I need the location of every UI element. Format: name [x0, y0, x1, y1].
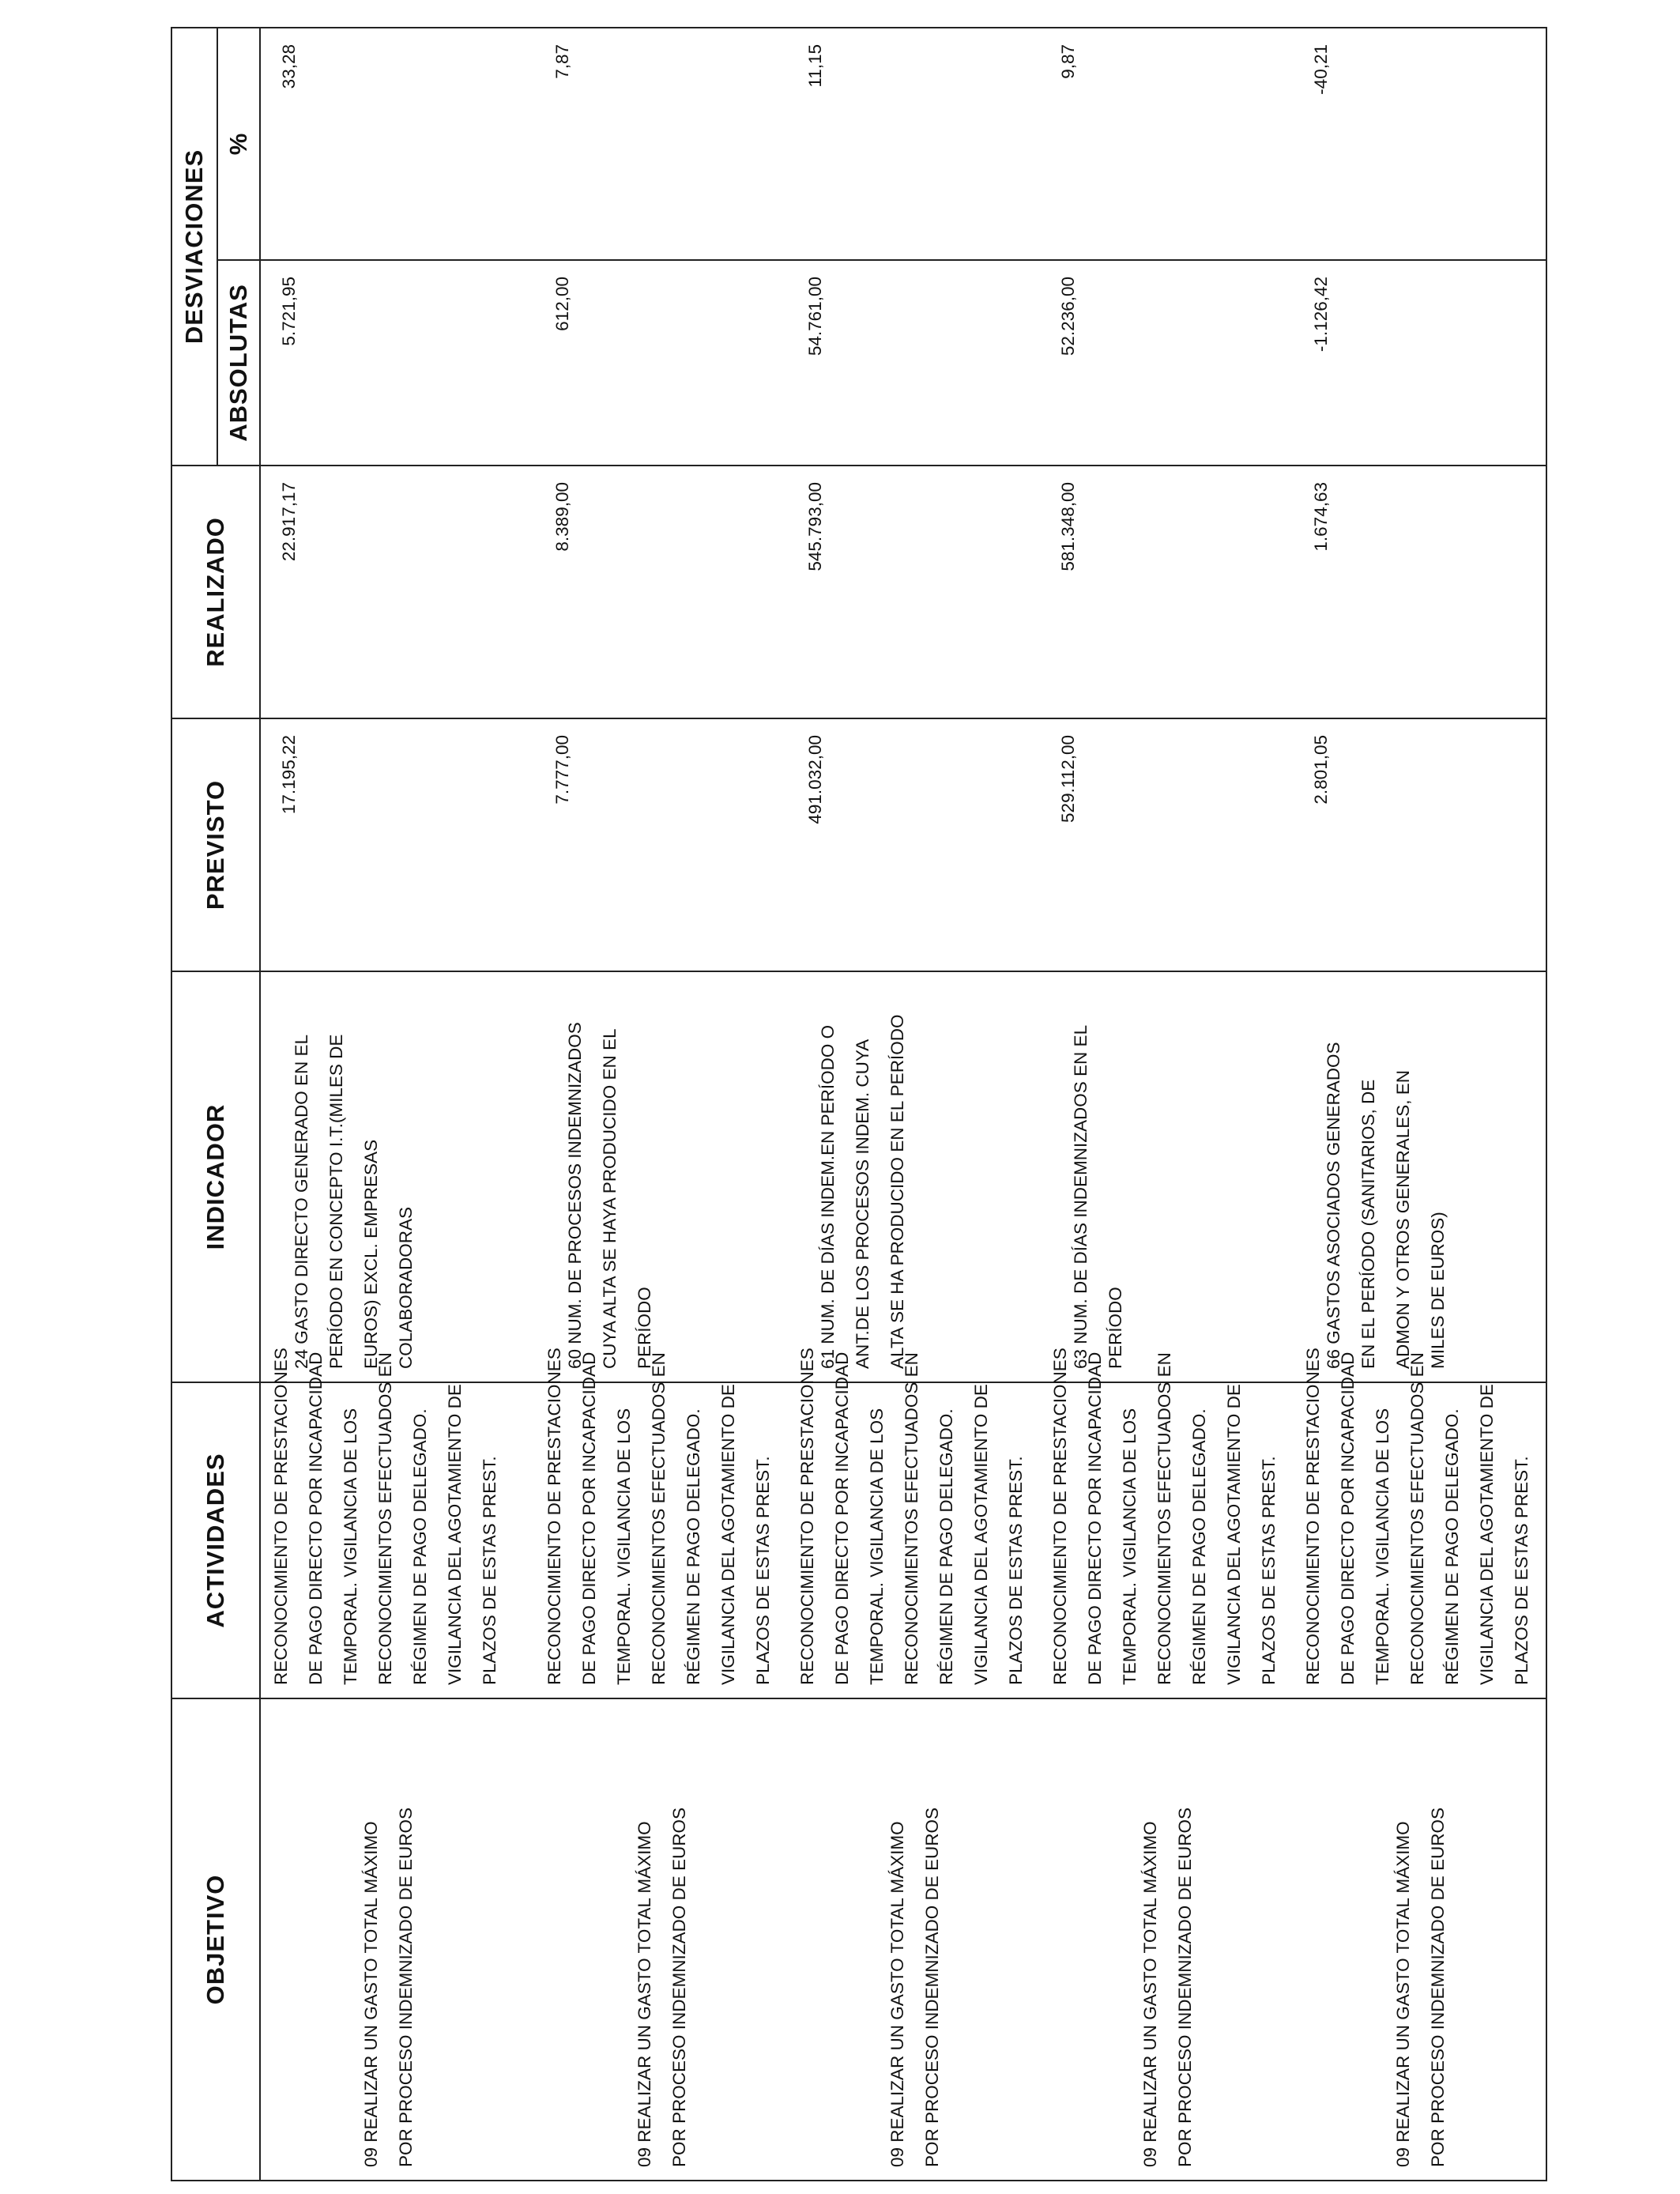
realizado-cell-value: 8.389,00	[552, 482, 572, 552]
realizado-cell	[534, 466, 787, 718]
indicador-cell	[1040, 971, 1293, 1382]
actividades-cell-line: TEMPORAL. VIGILANCIA DE LOS	[613, 1408, 634, 1685]
indicador-cell-line: 60 NUM. DE PROCESOS INDEMNIZADOS	[564, 1022, 585, 1369]
indicador-cell	[534, 971, 787, 1382]
actividades-cell-line: RÉGIMEN DE PAGO DELEGADO.	[1188, 1408, 1209, 1685]
realizado-cell-value: 545.793,00	[804, 482, 825, 571]
actividades-cell-line: RECONOCIMIENTOS EFECTUADOS EN	[375, 1352, 395, 1685]
indicador-cell-line: CUYA ALTA SE HAYA PRODUCIDO EN EL	[599, 1028, 620, 1369]
table-row	[787, 28, 1040, 2181]
realizado-cell-value: 22.917,17	[279, 482, 299, 562]
actividades-cell-line: DE PAGO DIRECTO POR INCAPACIDAD	[831, 1351, 852, 1685]
actividades-cell-line: DE PAGO DIRECTO POR INCAPACIDAD	[578, 1351, 599, 1685]
objetivo-cell-line: POR PROCESO INDEMNIZADO DE EUROS	[396, 1807, 416, 2167]
previsto-cell	[260, 718, 534, 971]
actividades-cell-line: RECONOCIMIENTO DE PRESTACIONES	[1049, 1348, 1070, 1685]
actividades-cell-line: RECONOCIMIENTO DE PRESTACIONES	[797, 1348, 817, 1685]
porcentaje-cell-value: 7,87	[552, 44, 572, 79]
absolutas-cell-value: -1.126,42	[1310, 277, 1331, 352]
porcentaje-cell	[787, 28, 1040, 260]
previsto-cell	[787, 718, 1040, 971]
realizado-cell	[1040, 466, 1293, 718]
indicador-cell-line: PERÍODO	[1105, 1287, 1125, 1369]
actividades-cell-line: VIGILANCIA DEL AGOTAMIENTO DE	[1476, 1384, 1497, 1685]
header-previsto: PREVISTO	[171, 718, 260, 971]
actividades-cell-line: VIGILANCIA DEL AGOTAMIENTO DE	[718, 1384, 738, 1685]
actividades-cell-line: RECONOCIMIENTOS EFECTUADOS EN	[1407, 1352, 1427, 1685]
actividades-cell-line: RECONOCIMIENTO DE PRESTACIONES	[544, 1348, 564, 1685]
header-absolutas: ABSOLUTAS	[217, 260, 260, 466]
table-row	[534, 28, 787, 2181]
indicador-cell-line: 24 GASTO DIRECTO GENERADO EN EL	[292, 1034, 311, 1369]
actividades-cell-line: PLAZOS DE ESTAS PREST.	[752, 1456, 773, 1685]
actividades-cell-line: DE PAGO DIRECTO POR INCAPACIDAD	[1084, 1351, 1105, 1685]
header-porcentaje: %	[217, 28, 260, 260]
actividades-cell-line: RÉGIMEN DE PAGO DELEGADO.	[1441, 1408, 1462, 1685]
objetivo-cell	[1040, 1698, 1293, 2181]
indicador-cell-line: PERÍODO	[634, 1287, 654, 1369]
porcentaje-cell	[534, 28, 787, 260]
actividades-cell-line: PLAZOS DE ESTAS PREST.	[1005, 1456, 1026, 1685]
actividades-cell-line: DE PAGO DIRECTO POR INCAPACIDAD	[1337, 1351, 1358, 1685]
objetivo-cell-line: POR PROCESO INDEMNIZADO DE EUROS	[669, 1807, 689, 2167]
indicador-cell	[1293, 971, 1546, 1382]
absolutas-cell-value: 54.761,00	[804, 277, 825, 356]
realizado-cell	[787, 466, 1040, 718]
previsto-cell-value: 491.032,00	[804, 735, 825, 824]
indicador-cell	[787, 971, 1040, 1382]
table-row	[1293, 28, 1546, 2181]
absolutas-cell	[787, 260, 1040, 466]
porcentaje-cell-value: 11,15	[804, 44, 825, 88]
absolutas-cell	[260, 260, 534, 466]
actividades-cell-line: TEMPORAL. VIGILANCIA DE LOS	[1119, 1408, 1139, 1685]
objetivo-cell-line: POR PROCESO INDEMNIZADO DE EUROS	[921, 1807, 942, 2167]
realizado-cell	[1293, 466, 1546, 718]
actividades-cell-line: VIGILANCIA DEL AGOTAMIENTO DE	[445, 1384, 465, 1685]
realizado-cell-value: 1.674,63	[1310, 482, 1331, 552]
indicador-cell-line: 61 NUM. DE DÍAS INDEM.EN PERÍODO O	[817, 1024, 838, 1369]
previsto-cell-value: 2.801,05	[1310, 735, 1331, 805]
porcentaje-cell	[1040, 28, 1293, 260]
table-row	[1040, 28, 1293, 2181]
actividades-cell-line: RÉGIMEN DE PAGO DELEGADO.	[410, 1408, 430, 1685]
objetivo-cell-line: 09 REALIZAR UN GASTO TOTAL MÁXIMO	[634, 1821, 654, 2167]
actividades-cell-line: DE PAGO DIRECTO POR INCAPACIDAD	[306, 1351, 326, 1685]
objetivo-cell	[260, 1698, 534, 2181]
objetivo-cell-line: 09 REALIZAR UN GASTO TOTAL MÁXIMO	[1139, 1821, 1160, 2167]
absolutas-cell-value: 52.236,00	[1057, 277, 1078, 356]
indicador-cell-line: PERÍODO EN CONCEPTO I.T.(MILES DE	[326, 1034, 346, 1369]
absolutas-cell-value: 612,00	[552, 277, 572, 331]
previsto-cell-value: 529.112,00	[1057, 735, 1078, 823]
porcentaje-cell-value: 9,87	[1057, 44, 1078, 79]
objetivo-cell-line: 09 REALIZAR UN GASTO TOTAL MÁXIMO	[887, 1821, 907, 2167]
actividades-cell	[260, 1348, 534, 1698]
indicador-cell-line: COLABORADORAS	[396, 1206, 416, 1369]
actividades-cell-line: TEMPORAL. VIGILANCIA DE LOS	[341, 1408, 360, 1685]
actividades-cell-line: RECONOCIMIENTOS EFECTUADOS EN	[901, 1352, 921, 1685]
table-row	[260, 28, 534, 2181]
porcentaje-cell	[1293, 28, 1546, 260]
objetivo-cell-line: 09 REALIZAR UN GASTO TOTAL MÁXIMO	[361, 1821, 381, 2167]
header-indicador: INDICADOR	[171, 971, 260, 1382]
objetivo-cell-line: POR PROCESO INDEMNIZADO DE EUROS	[1427, 1807, 1448, 2167]
actividades-cell-line: PLAZOS DE ESTAS PREST.	[1258, 1456, 1279, 1685]
actividades-cell	[534, 1348, 787, 1698]
actividades-cell-line: PLAZOS DE ESTAS PREST.	[1511, 1456, 1531, 1685]
absolutas-cell	[534, 260, 787, 466]
header-desviaciones: DESVIACIONES	[171, 28, 217, 466]
actividades-cell-line: VIGILANCIA DEL AGOTAMIENTO DE	[970, 1384, 991, 1685]
indicador-cell-line: ALTA SE HA PRODUCIDO EN EL PERÍODO	[887, 1014, 907, 1369]
indicador-cell-line: MILES DE EUROS)	[1427, 1212, 1448, 1369]
actividades-cell-line: TEMPORAL. VIGILANCIA DE LOS	[1372, 1408, 1392, 1685]
indicador-cell-line: ANT.DE LOS PROCESOS INDEM. CUYA	[852, 1039, 872, 1369]
absolutas-cell	[1293, 260, 1546, 466]
actividades-cell-line: RECONOCIMIENTOS EFECTUADOS EN	[1154, 1352, 1174, 1685]
actividades-cell	[787, 1348, 1040, 1698]
porcentaje-cell	[260, 28, 534, 260]
header-actividades: ACTIVIDADES	[171, 1382, 260, 1698]
previsto-cell-value: 7.777,00	[552, 735, 572, 805]
actividades-cell-line: RECONOCIMIENTO DE PRESTACIONES	[271, 1348, 291, 1685]
desviaciones-table	[171, 27, 1547, 2181]
actividades-cell-line: VIGILANCIA DEL AGOTAMIENTO DE	[1223, 1384, 1244, 1685]
actividades-cell-line: TEMPORAL. VIGILANCIA DE LOS	[866, 1408, 887, 1685]
header-realizado: REALIZADO	[171, 466, 260, 718]
actividades-cell-line: RÉGIMEN DE PAGO DELEGADO.	[683, 1408, 703, 1685]
porcentaje-cell-value: -40,21	[1310, 44, 1331, 95]
previsto-cell	[1293, 718, 1546, 971]
indicador-cell-line: 66 GASTOS ASOCIADOS GENERADOS	[1323, 1042, 1343, 1369]
previsto-cell	[534, 718, 787, 971]
absolutas-cell-value: 5.721,95	[279, 277, 299, 346]
header-objetivo: OBJETIVO	[171, 1698, 260, 2181]
indicador-cell-line: ADMON Y OTROS GENERALES, EN	[1392, 1069, 1413, 1369]
actividades-cell-line: RÉGIMEN DE PAGO DELEGADO.	[936, 1408, 956, 1685]
previsto-cell-value: 17.195,22	[279, 735, 299, 815]
actividades-cell	[1040, 1348, 1293, 1698]
indicador-cell-line: EUROS) EXCL. EMPRESAS	[361, 1139, 381, 1369]
rotated-report-table	[171, 28, 1547, 2181]
realizado-cell-value: 581.348,00	[1057, 482, 1078, 571]
objetivo-cell	[1293, 1698, 1546, 2181]
objetivo-cell-line: 09 REALIZAR UN GASTO TOTAL MÁXIMO	[1392, 1821, 1413, 2167]
indicador-cell	[260, 971, 534, 1382]
previsto-cell	[1040, 718, 1293, 971]
objetivo-cell	[787, 1698, 1040, 2181]
objetivo-cell-line: POR PROCESO INDEMNIZADO DE EUROS	[1174, 1807, 1195, 2167]
absolutas-cell	[1040, 260, 1293, 466]
indicador-cell-line: 63 NUM. DE DÍAS INDEMNIZADOS EN EL	[1070, 1024, 1090, 1369]
objetivo-cell	[534, 1698, 787, 2181]
actividades-cell	[1293, 1348, 1546, 1698]
realizado-cell	[260, 466, 534, 718]
actividades-cell-line: PLAZOS DE ESTAS PREST.	[480, 1456, 499, 1685]
indicador-cell-line: EN EL PERÍODO (SANITARIOS, DE	[1358, 1079, 1378, 1369]
actividades-cell-line: RECONOCIMIENTO DE PRESTACIONES	[1302, 1348, 1323, 1685]
porcentaje-cell-value: 33,28	[279, 44, 299, 89]
actividades-cell-line: RECONOCIMIENTOS EFECTUADOS EN	[648, 1352, 669, 1685]
